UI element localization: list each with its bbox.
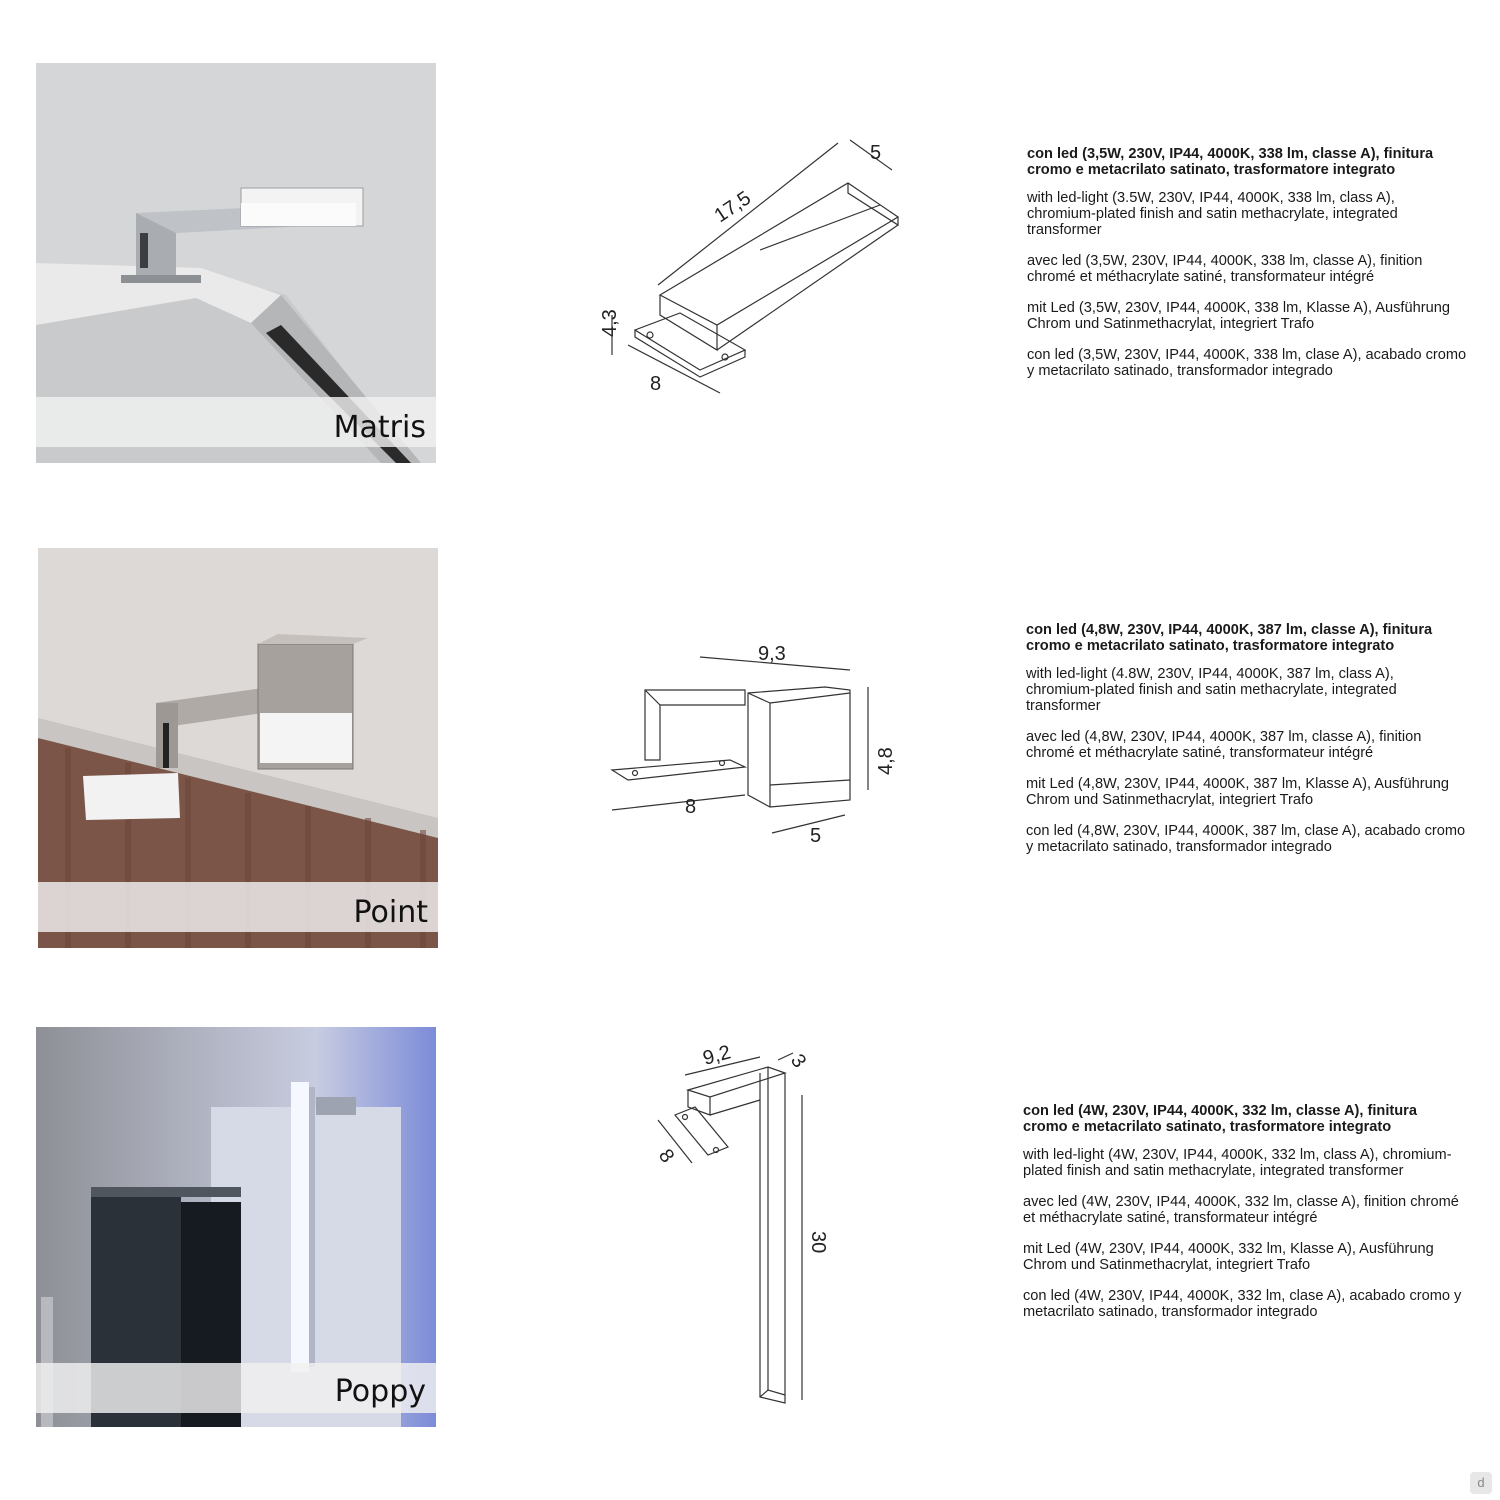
description-it: con led (4W, 230V, IP44, 4000K, 332 lm, classe A), finitura cromo e metacrilato satinato, trasformatore integrato [1023,1103,1417,1135]
description-fr: avec led (4,8W, 230V, IP44, 4000K, 387 lm, classe A), finition chromé et méthacrylate satiné, transformateur intégré [1026,729,1422,761]
description-it: con led (3,5W, 230V, IP44, 4000K, 338 lm, classe A), finitura cromo e metacrilato satinato, trasformatore integrato [1027,146,1434,178]
description-de: mit Led (4,8W, 230V, IP44, 4000K, 387 lm, Klasse A), Ausführung Chrom und Satinmethacrylat, integriert Trafo [1026,776,1449,808]
dimension-height: 4,8 [875,747,897,775]
description-it: con led (4,8W, 230V, IP44, 4000K, 387 lm, classe A), finitura cromo e metacrilato satinato, trasformatore integrato [1026,622,1433,654]
product-name-matris: Matris [333,410,426,445]
description-es: con led (4W, 230V, IP44, 4000K, 332 lm, clase A), acabado cromo y metacrilato satinado, transformador integrado [1023,1288,1462,1320]
dimension-drawing-point [600,635,900,855]
description-fr: avec led (3,5W, 230V, IP44, 4000K, 338 lm, classe A), finition chromé et méthacrylate satiné, transformateur intégré [1027,253,1423,285]
product-photo-point [38,548,438,948]
description-es: con led (4,8W, 230V, IP44, 4000K, 387 lm, clase A), acabado cromo y metacrilato satinado, transformador integrado [1026,823,1466,855]
dimension-depth: 3 [785,1050,811,1072]
product-photo-poppy [36,1027,436,1427]
description-es: con led (3,5W, 230V, IP44, 4000K, 338 lm, clase A), acabado cromo y metacrilato satinado, transformador integrado [1027,347,1467,379]
dimension-drawing-poppy [650,1035,870,1415]
dimension-depth: 5 [810,825,822,847]
dimension-base: 8 [650,373,662,395]
poppy-drawing-lines [658,1053,802,1403]
description-fr: avec led (4W, 230V, IP44, 4000K, 332 lm, classe A), finition chromé et méthacrylate satiné, transformateur intégré [1023,1194,1459,1226]
dimension-length: 9,2 [700,1041,734,1070]
matris-drawing-lines [612,140,898,393]
corner-logo-icon: d [1470,1472,1492,1494]
description-de: mit Led (3,5W, 230V, IP44, 4000K, 338 lm, Klasse A), Ausführung Chrom und Satinmethacrylat, integriert Trafo [1027,300,1450,332]
dimension-drawing-matris [580,125,920,415]
dimension-base: 8 [685,796,697,818]
dimension-length: 17,5 [710,187,756,228]
point-drawing-lines [612,657,868,833]
description-de: mit Led (4W, 230V, IP44, 4000K, 332 lm, Klasse A), Ausführung Chrom und Satinmethacrylat, integriert Trafo [1023,1241,1434,1273]
product-name-point: Point [353,895,428,930]
dimension-height: 30 [807,1231,829,1254]
description-point [1026,622,1466,870]
description-poppy [1023,1103,1463,1335]
description-en: with led-light (4W, 230V, IP44, 4000K, 332 lm, class A), chromium-plated finish and satin methacrylate, integrated transformer [1023,1147,1452,1179]
product-photo-matris [36,63,436,463]
dimension-base: 8 [653,1145,679,1167]
description-en: with led-light (4.8W, 230V, IP44, 4000K, 387 lm, class A), chromium-plated finish and satin methacrylate, integrated transformer [1026,666,1397,714]
dimension-depth: 5 [870,142,882,164]
description-en: with led-light (3.5W, 230V, IP44, 4000K, 338 lm, class A), chromium-plated finish and satin methacrylate, integrated transformer [1027,190,1398,238]
description-matris [1027,146,1467,394]
product-name-poppy: Poppy [334,1374,426,1409]
dimension-length: 9,3 [758,643,786,665]
dimension-height: 4,3 [599,309,621,337]
